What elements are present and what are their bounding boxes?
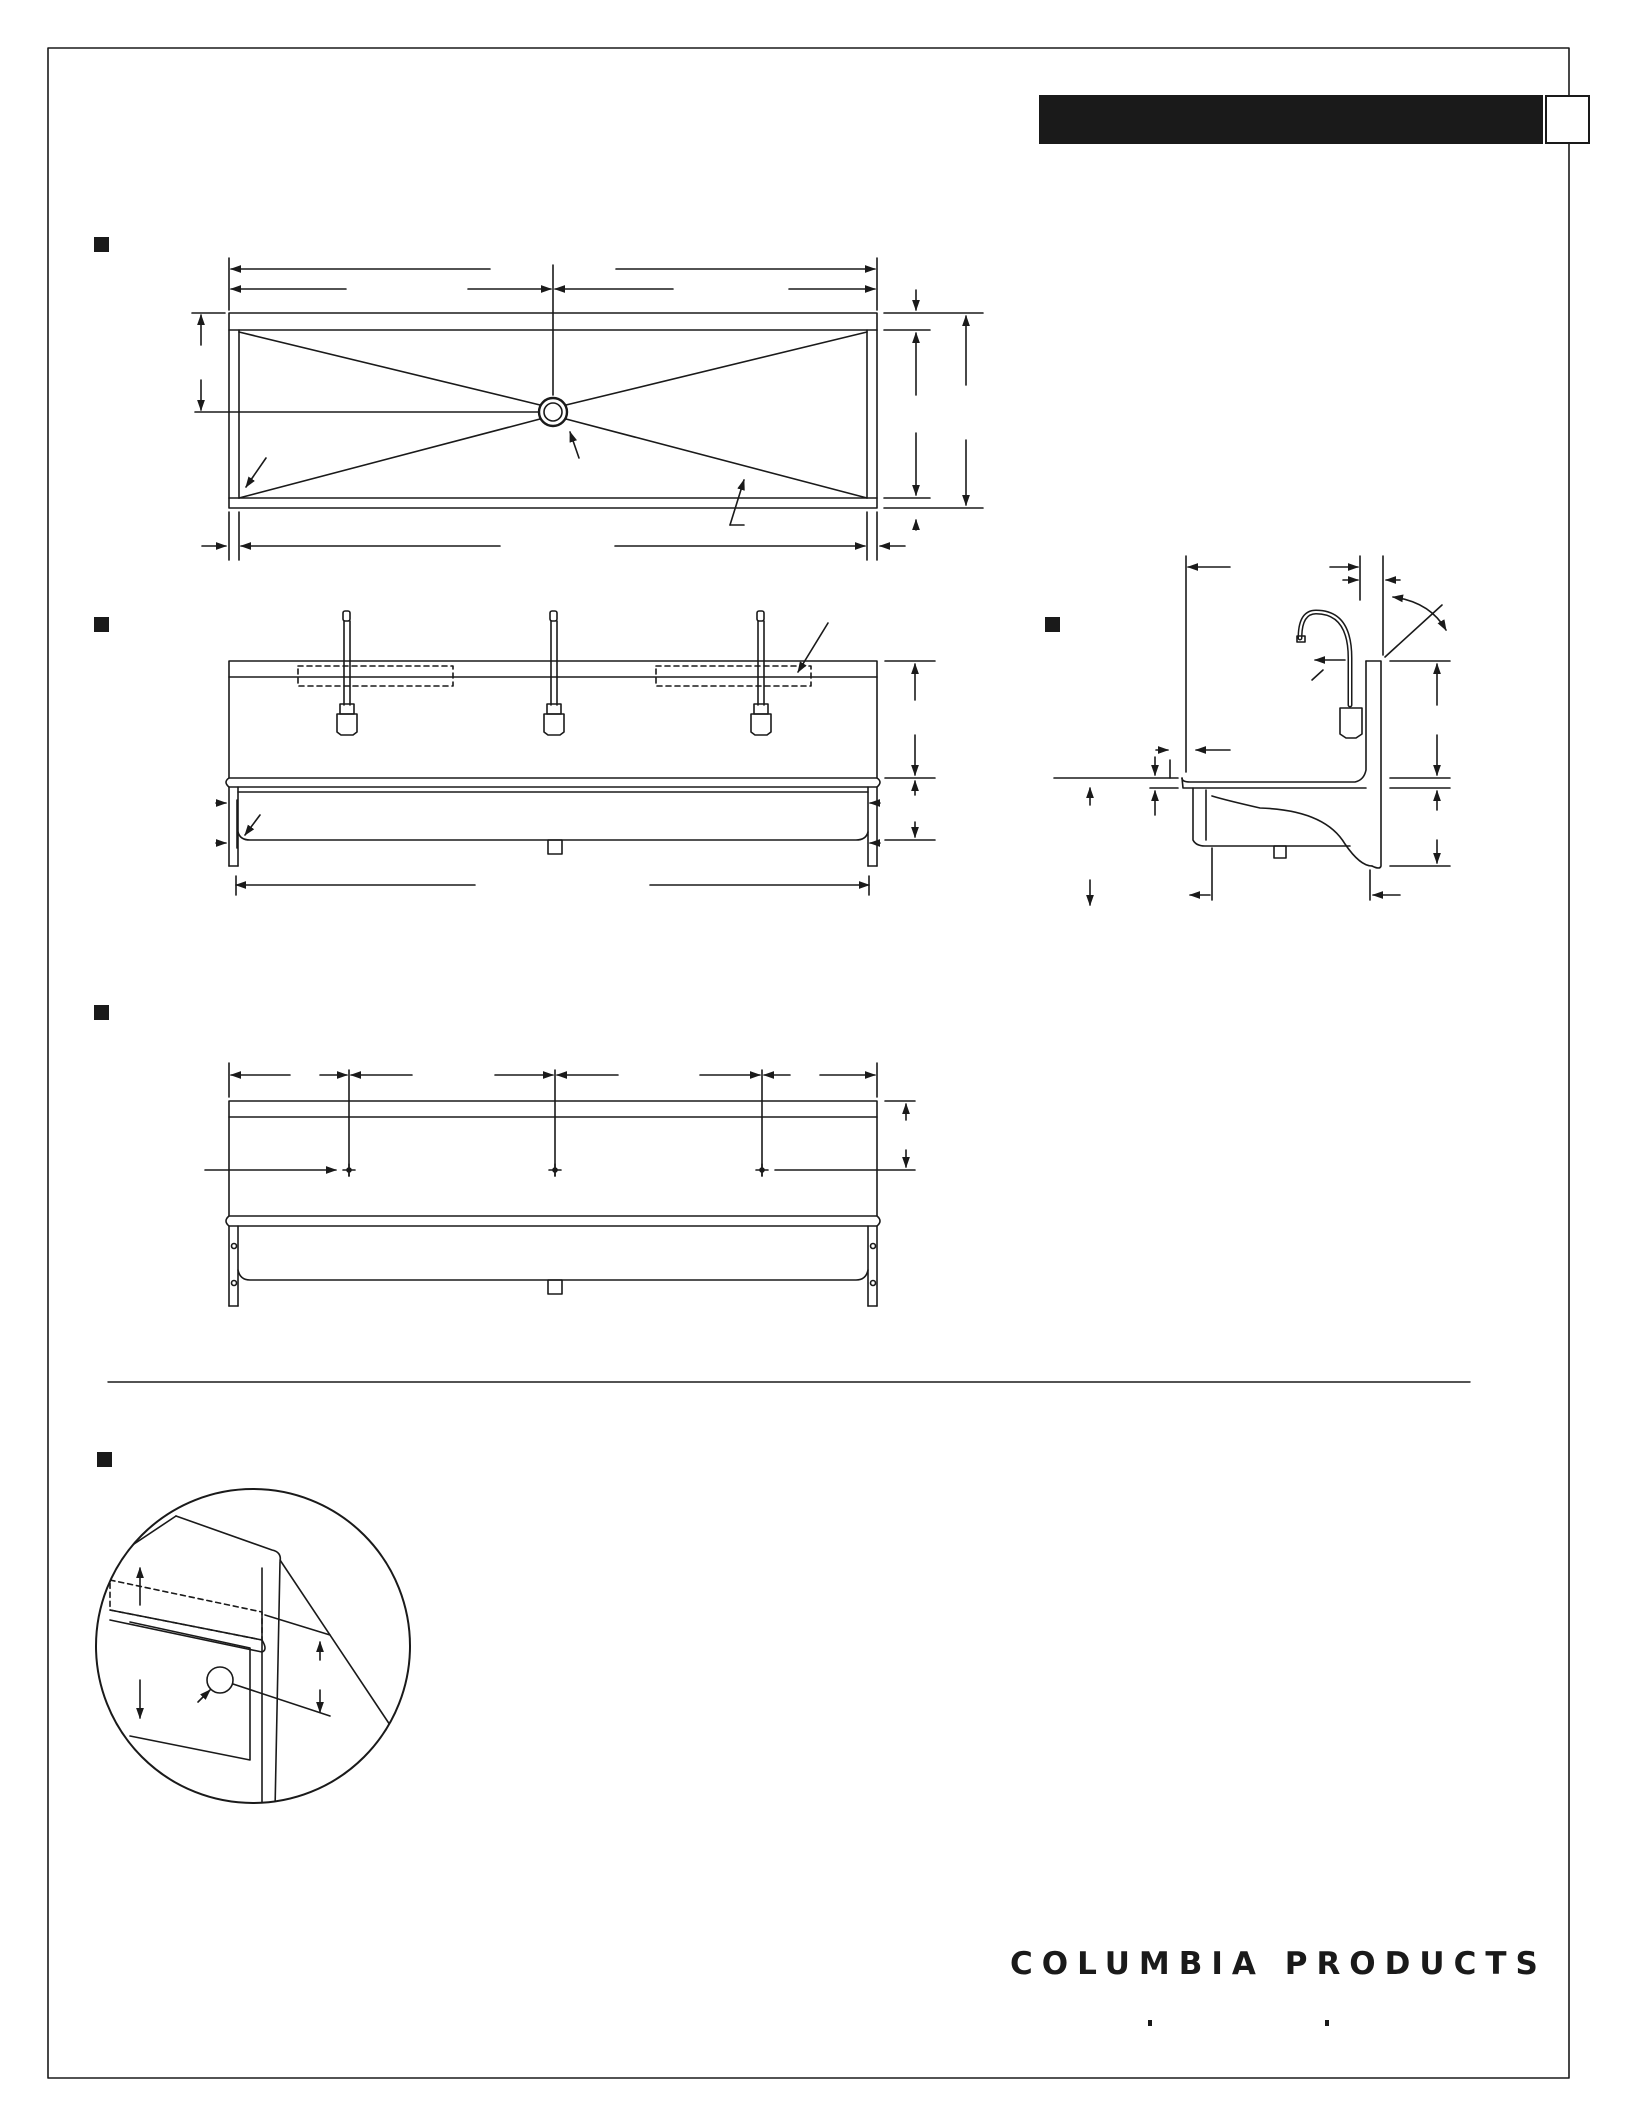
detail-view — [80, 1489, 410, 1810]
bullet-side — [1045, 617, 1060, 632]
brand-dot — [1325, 2020, 1329, 2026]
plan-view — [192, 258, 983, 560]
header-tab — [1545, 95, 1590, 144]
bullet-plan — [94, 237, 109, 252]
rear-elevation-view — [205, 1063, 915, 1306]
faucet-icon — [544, 611, 564, 735]
faucet-icon — [337, 611, 357, 735]
bullet-front — [94, 617, 109, 632]
supply-marker-icon — [343, 1164, 355, 1176]
bullet-rear — [94, 1005, 109, 1020]
header-bar — [1039, 95, 1543, 144]
supply-marker-icon — [756, 1164, 768, 1176]
side-section-view — [1054, 556, 1450, 905]
brand-dot — [1148, 2020, 1152, 2026]
hole-icon — [207, 1667, 233, 1693]
brand-logo: COLUMBIA PRODUCTS — [1010, 1946, 1547, 1982]
faucet-icon — [751, 611, 771, 735]
supply-marker-icon — [549, 1164, 561, 1176]
front-elevation-view — [216, 611, 935, 895]
bullet-detail — [97, 1452, 112, 1467]
